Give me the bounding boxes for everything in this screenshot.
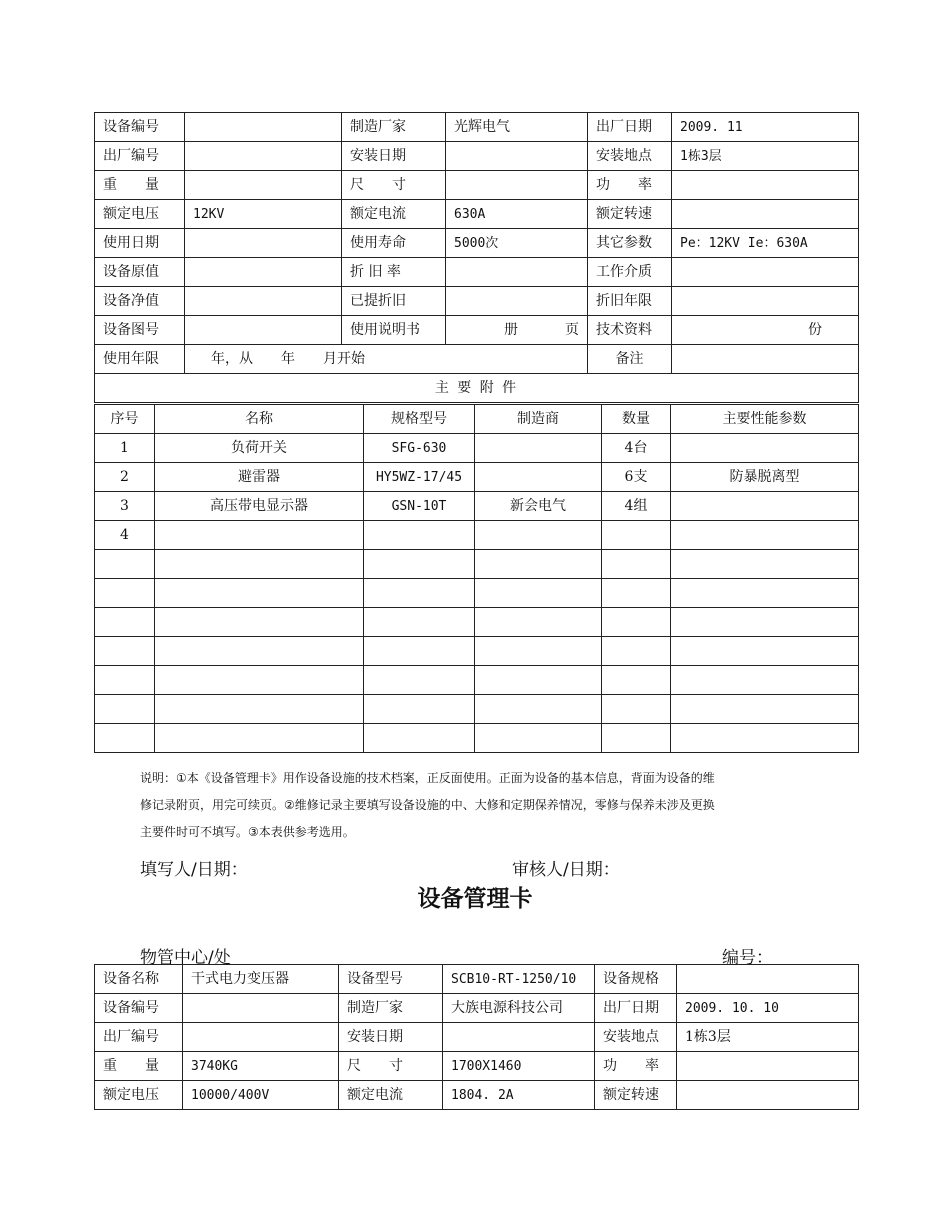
department-label: 物管中心/处	[140, 948, 231, 968]
reviewer-date-label: 审核人/日期：	[512, 860, 620, 880]
table-cell	[364, 579, 475, 608]
field-value	[446, 258, 588, 287]
table-cell	[671, 579, 859, 608]
table-cell	[475, 579, 602, 608]
table-cell	[475, 521, 602, 550]
table-cell: GSN-10T	[364, 492, 475, 521]
table-cell	[602, 666, 671, 695]
field-value	[185, 229, 342, 258]
table-cell	[155, 579, 364, 608]
equipment-info-body-2	[95, 965, 859, 1110]
table-cell	[671, 724, 859, 753]
table-row	[95, 637, 859, 666]
field-value	[185, 113, 342, 142]
table-cell: SFG-630	[364, 434, 475, 463]
field-label: 额定电流	[342, 200, 446, 229]
volume-page-cell	[446, 316, 588, 345]
table-cell: 4台	[602, 434, 671, 463]
explanation-note	[140, 765, 840, 846]
field-label: 折旧年限	[588, 287, 672, 316]
info-row	[95, 258, 859, 287]
table-cell	[602, 637, 671, 666]
table-cell	[475, 695, 602, 724]
section-title-row	[95, 374, 859, 403]
column-header: 主要性能参数	[671, 405, 859, 434]
info-row	[95, 200, 859, 229]
field-label: 出厂日期	[595, 994, 677, 1023]
table-cell	[364, 608, 475, 637]
field-label: 设备原值	[95, 258, 185, 287]
info-row	[95, 113, 859, 142]
column-header: 序号	[95, 405, 155, 434]
table-cell	[364, 695, 475, 724]
field-label: 使用寿命	[342, 229, 446, 258]
field-value	[183, 1023, 339, 1052]
table-cell: 6支	[602, 463, 671, 492]
field-label: 重 量	[95, 1052, 183, 1081]
table-cell	[602, 724, 671, 753]
table-cell	[475, 550, 602, 579]
info-row	[95, 345, 859, 374]
field-value	[677, 1052, 859, 1081]
field-label: 尺 寸	[339, 1052, 443, 1081]
table-cell	[475, 463, 602, 492]
table-cell	[475, 666, 602, 695]
field-label: 尺 寸	[342, 171, 446, 200]
field-value: 光辉电气	[446, 113, 588, 142]
field-value: Pe：12KV Ie：630A	[672, 229, 859, 258]
serial-number-label: 编号：	[722, 948, 773, 968]
table-cell: 避雷器	[155, 463, 364, 492]
field-label: 安装地点	[595, 1023, 677, 1052]
field-label: 出厂编号	[95, 142, 185, 171]
field-label: 额定转速	[595, 1081, 677, 1110]
table-cell	[671, 434, 859, 463]
table-cell	[671, 492, 859, 521]
table-cell	[155, 550, 364, 579]
table-cell	[95, 550, 155, 579]
table-cell	[602, 521, 671, 550]
table-cell: 负荷开关	[155, 434, 364, 463]
table-cell	[602, 550, 671, 579]
field-value	[185, 258, 342, 287]
field-value	[672, 258, 859, 287]
table-cell	[364, 724, 475, 753]
table-cell	[671, 695, 859, 724]
field-label: 使用说明书	[342, 316, 446, 345]
table-cell	[475, 434, 602, 463]
table-row	[95, 550, 859, 579]
info-row	[95, 1081, 859, 1110]
table-cell	[602, 695, 671, 724]
info-row	[95, 994, 859, 1023]
page-title: 设备管理卡	[417, 886, 533, 912]
field-value	[185, 142, 342, 171]
copy-unit: 份	[672, 316, 859, 345]
table-cell	[155, 666, 364, 695]
table-cell	[95, 724, 155, 753]
table-cell	[671, 666, 859, 695]
info-row	[95, 229, 859, 258]
field-label: 制造厂家	[339, 994, 443, 1023]
field-value	[677, 1081, 859, 1110]
volume-unit: 册	[504, 322, 518, 338]
accessories-body	[95, 405, 859, 753]
table-row	[95, 434, 859, 463]
field-value	[677, 965, 859, 994]
table-cell	[95, 637, 155, 666]
table-cell	[475, 608, 602, 637]
field-label: 出厂编号	[95, 1023, 183, 1052]
table-cell: 4组	[602, 492, 671, 521]
field-value: 5000次	[446, 229, 588, 258]
field-value: 干式电力变压器	[183, 965, 339, 994]
accessories-header-row	[95, 405, 859, 434]
info-row	[95, 287, 859, 316]
table-cell: 高压带电显示器	[155, 492, 364, 521]
field-value	[672, 200, 859, 229]
accessories-title: 主 要 附 件	[95, 374, 859, 403]
field-label: 使用日期	[95, 229, 185, 258]
field-label: 安装地点	[588, 142, 672, 171]
column-header: 数量	[602, 405, 671, 434]
field-value: 630A	[446, 200, 588, 229]
note-line: 主要件时可不填写。③本表供参考选用。	[140, 825, 355, 839]
column-header: 规格型号	[364, 405, 475, 434]
field-label: 额定转速	[588, 200, 672, 229]
field-label: 安装日期	[339, 1023, 443, 1052]
field-label: 其它参数	[588, 229, 672, 258]
field-value: 1栋3层	[677, 1023, 859, 1052]
table-cell	[364, 550, 475, 579]
page-unit: 页	[565, 322, 579, 338]
field-label: 额定电流	[339, 1081, 443, 1110]
info-row	[95, 171, 859, 200]
filler-date-label: 填写人/日期：	[140, 860, 248, 880]
table-cell	[95, 695, 155, 724]
table-row	[95, 724, 859, 753]
field-label: 功 率	[588, 171, 672, 200]
field-value	[446, 142, 588, 171]
table-cell: 新会电气	[475, 492, 602, 521]
table-cell	[155, 608, 364, 637]
equipment-info-table-bottom	[94, 964, 859, 1110]
info-row	[95, 965, 859, 994]
equipment-info-table-top	[94, 112, 859, 403]
field-value	[446, 171, 588, 200]
field-value: 1804. 2A	[443, 1081, 595, 1110]
column-header: 名称	[155, 405, 364, 434]
field-value: 1700X1460	[443, 1052, 595, 1081]
table-row	[95, 666, 859, 695]
field-value: 大族电源科技公司	[443, 994, 595, 1023]
table-cell	[364, 637, 475, 666]
field-label: 功 率	[595, 1052, 677, 1081]
table-cell	[602, 608, 671, 637]
table-row	[95, 579, 859, 608]
table-row	[95, 521, 859, 550]
field-value	[672, 287, 859, 316]
field-label: 设备名称	[95, 965, 183, 994]
table-cell	[671, 608, 859, 637]
table-row	[95, 608, 859, 637]
column-header: 制造商	[475, 405, 602, 434]
field-value	[185, 287, 342, 316]
field-label: 工作介质	[588, 258, 672, 287]
field-value: 12KV	[185, 200, 342, 229]
field-label: 已提折旧	[342, 287, 446, 316]
equipment-info-body	[95, 113, 859, 403]
accessories-table	[94, 404, 859, 753]
field-label: 额定电压	[95, 1081, 183, 1110]
table-row	[95, 492, 859, 521]
field-label: 折 旧 率	[342, 258, 446, 287]
table-cell	[364, 666, 475, 695]
field-value	[185, 316, 342, 345]
field-label: 设备编号	[95, 113, 185, 142]
field-value: 1栋3层	[672, 142, 859, 171]
info-row	[95, 1052, 859, 1081]
table-cell: HY5WZ-17/45	[364, 463, 475, 492]
table-cell	[95, 666, 155, 695]
info-row	[95, 1023, 859, 1052]
field-label: 使用年限	[95, 345, 185, 374]
table-cell	[155, 521, 364, 550]
field-label: 安装日期	[342, 142, 446, 171]
table-cell	[475, 637, 602, 666]
field-label: 重 量	[95, 171, 185, 200]
field-value: 10000/400V	[183, 1081, 339, 1110]
info-row	[95, 316, 859, 345]
field-value	[672, 171, 859, 200]
field-value: 3740KG	[183, 1052, 339, 1081]
field-label: 设备净值	[95, 287, 185, 316]
table-cell: 1	[95, 434, 155, 463]
field-value	[183, 994, 339, 1023]
note-line: 修记录附页，用完可续页。②维修记录主要填写设备设施的中、大修和定期保养情况，零修与保养未涉及更换	[140, 798, 715, 812]
field-label: 设备编号	[95, 994, 183, 1023]
field-value	[443, 1023, 595, 1052]
info-row	[95, 142, 859, 171]
table-cell	[671, 521, 859, 550]
table-cell: 2	[95, 463, 155, 492]
table-cell: 防暴脱离型	[671, 463, 859, 492]
field-value: 2009. 10. 10	[677, 994, 859, 1023]
table-cell	[155, 695, 364, 724]
remark-label: 备注	[588, 345, 672, 374]
field-label: 出厂日期	[588, 113, 672, 142]
service-life-value: 年，从 年 月开始	[185, 345, 588, 374]
field-value: SCB10-RT-1250/10	[443, 965, 595, 994]
field-value	[446, 287, 588, 316]
table-cell: 3	[95, 492, 155, 521]
table-cell	[155, 724, 364, 753]
table-cell: 4	[95, 521, 155, 550]
table-cell	[671, 637, 859, 666]
field-label: 设备规格	[595, 965, 677, 994]
remark-value	[672, 345, 859, 374]
field-label: 设备型号	[339, 965, 443, 994]
note-line: 说明：①本《设备管理卡》用作设备设施的技术档案，正反面使用。正面为设备的基本信息，背面为设备的维	[140, 771, 715, 785]
field-label: 制造厂家	[342, 113, 446, 142]
field-label: 额定电压	[95, 200, 185, 229]
field-label: 设备图号	[95, 316, 185, 345]
table-cell	[671, 550, 859, 579]
table-row	[95, 695, 859, 724]
table-cell	[602, 579, 671, 608]
field-value: 2009. 11	[672, 113, 859, 142]
table-cell	[475, 724, 602, 753]
table-cell	[155, 637, 364, 666]
table-row	[95, 463, 859, 492]
table-cell	[364, 521, 475, 550]
table-cell	[95, 579, 155, 608]
field-value	[185, 171, 342, 200]
table-cell	[95, 608, 155, 637]
field-label: 技术资料	[588, 316, 672, 345]
